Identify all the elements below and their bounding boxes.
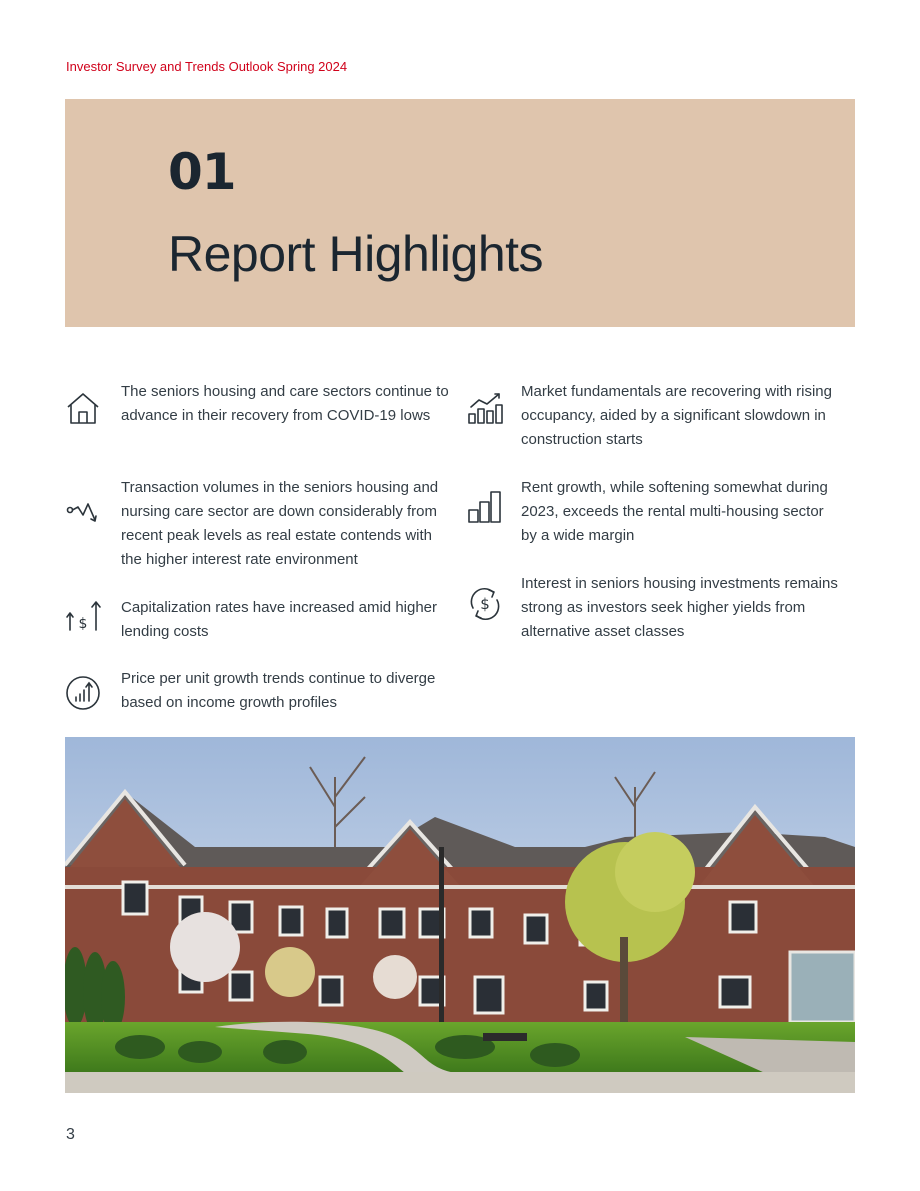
zigzag-down-icon [65,496,101,532]
highlight-item [480,572,841,644]
running-header: Investor Survey and Trends Outlook Spring 2024 [66,59,348,74]
highlight-item [121,667,451,715]
highlight-text: The seniors housing and care sectors continue to advance in their recovery from COVID-19 lows [121,383,449,424]
section-title: Report Highlights [168,226,544,282]
dollar-cycle-icon [467,586,503,622]
building-photo [65,737,855,1093]
highlight-text: Market fundamentals are recovering with rising occupancy, aided by a significant slowdown in construction starts [521,383,832,448]
svg-text:$: $ [78,616,88,632]
bar-chart-icon [467,488,503,524]
section-hero [65,99,855,327]
highlight-text: Rent growth, while softening somewhat during 2023, exceeds the rental multi-housing sector by a wide margin [521,479,828,544]
section-number: 01 [168,143,236,201]
rate-up-icon [65,598,101,634]
highlight-text: Capitalization rates have increased amid higher lending costs [121,599,438,640]
highlight-item [521,476,841,548]
highlight-text: Interest in seniors housing investments remains strong as investors seek higher yields from alternative asset classes [521,575,838,640]
highlight-item [521,380,841,452]
highlight-item [121,380,451,428]
svg-text:$: $ [480,595,490,613]
page-number: 3 [66,1126,75,1143]
highlight-item [78,596,451,644]
house-icon [65,390,101,426]
highlight-text: Price per unit growth trends continue to diverge based on income growth profiles [121,670,436,711]
highlight-text: Transaction volumes in the seniors housing and nursing care sector are down considerably from recent peak levels as real estate contends with the higher interest rate environment [121,479,439,568]
rising-bars-icon [467,390,503,426]
highlight-item [121,476,451,572]
growth-circle-icon [65,675,101,711]
